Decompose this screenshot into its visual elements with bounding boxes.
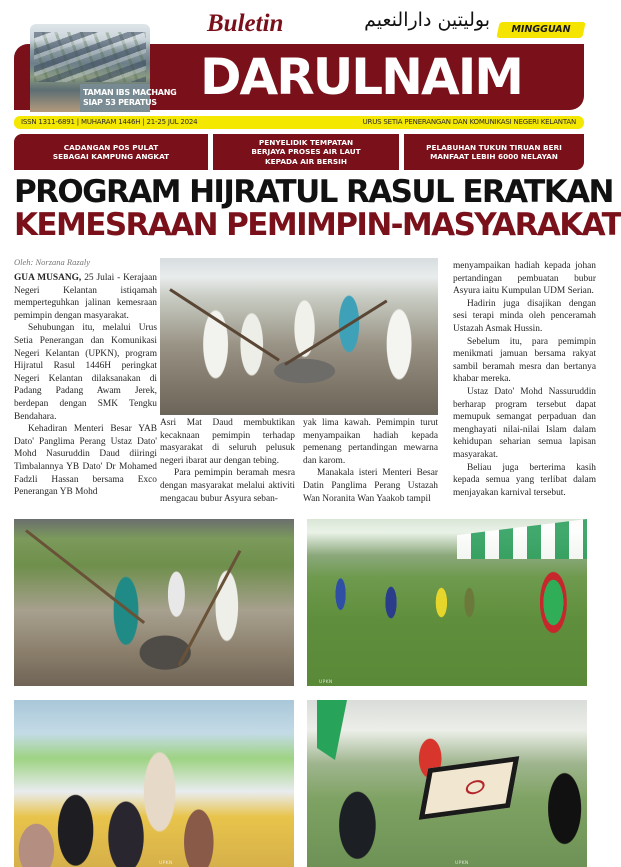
paragraph: Sehubungan itu, melalui Urus Setia Penerangan dan Komunikasi Negeri Kelantan (UPKN), program Hijratul Rasul 1446H peringkat Negeri Kelantan dilaksanakan di Padang Padang Awam Jerek, berdepan dengan SMK Tengku Bendahara. xyxy=(14,323,157,422)
article-column-1 xyxy=(14,272,157,499)
paragraph: Manakala isteri Menteri Besar Datin Panglima Perang Ustazah Wan Noranita Wan Yaakob tampil xyxy=(303,468,438,504)
teaser-line: CADANGAN POS PULAT xyxy=(63,142,159,152)
byline: Oleh: Norzana Razaly xyxy=(14,257,91,267)
masthead-arabic-title: بوليتين دارالنعيم xyxy=(364,9,490,31)
photo-leaders-stirring-bubur[interactable] xyxy=(160,258,438,415)
paragraph-text: 25 Julai - Kerajaan Negeri Kelantan istiqamah memperteguhkan jalinan kemesraan pemimpin dengan masyarakat. xyxy=(14,273,157,321)
frequency-badge xyxy=(496,22,585,38)
article-headline xyxy=(14,174,621,243)
photo-children-activity[interactable] xyxy=(307,519,587,686)
masthead-prefix: Buletin xyxy=(207,10,284,37)
cover-story-caption xyxy=(80,84,177,112)
paragraph: Hadirin juga disajikan dengan sesi terapi minda oleh penceramah Ustazah Asmak Hussin. xyxy=(453,298,596,334)
photo-carrom-competition[interactable] xyxy=(307,700,587,867)
paragraph: yak lima kawah. Pemimpin turut menyampaikan hadiah kepada pemenang pertandingan mewarna dan karom. xyxy=(303,418,438,466)
tent-canopy xyxy=(457,519,587,559)
paragraph: Sebelum itu, para pemimpin menikmati jamuan bersama rakyat sambil beramah mesra dan bertanya khabar mereka. xyxy=(453,336,596,385)
cover-caption-line2: SIAP 53 PERATUS xyxy=(83,98,157,107)
cover-caption-line1: TAMAN IBS MACHANG xyxy=(83,88,177,97)
tent-canopy xyxy=(317,700,347,760)
article-column-4 xyxy=(453,260,596,499)
paragraph: menyampaikan hadiah kepada johan pertandingan pembuatan bubur Asyura iaitu Kumpulan UDM Serian. xyxy=(453,261,596,297)
frequency-badge-label: MINGGUAN xyxy=(511,24,571,35)
photo-credit: UPKN xyxy=(159,861,173,866)
paragraph: Beliau juga berterima kasih kepada semua yang terlibat dalam menjayakan karnival tersebut. xyxy=(453,462,596,498)
teaser-line: BERJAYA PROSES AIR LAUT xyxy=(251,147,361,157)
teaser-tukun-tiruan[interactable] xyxy=(404,134,584,170)
stirring-paddle xyxy=(169,288,280,361)
photo-ustazah-speaking[interactable] xyxy=(14,700,294,867)
stirring-paddle xyxy=(284,300,387,366)
headline-line2: KEMESRAAN PEMIMPIN-MASYARAKAT xyxy=(14,207,621,243)
cover-photo-image xyxy=(34,32,146,82)
photo-cooking-bubur-asyura[interactable] xyxy=(14,519,294,686)
dateline: GUA MUSANG, xyxy=(14,273,82,283)
info-strip xyxy=(14,116,584,129)
teaser-pos-pulat[interactable] xyxy=(14,134,208,170)
teaser-line: SEBAGAI KAMPUNG ANGKAT xyxy=(52,152,170,161)
paragraph xyxy=(14,272,157,322)
teaser-line: MANFAAT LEBIH 6000 NELAYAN xyxy=(430,152,558,161)
cover-story-photo[interactable] xyxy=(30,24,177,112)
carrom-board xyxy=(419,756,520,820)
teaser-line: PENYELIDIK TEMPATAN xyxy=(258,137,354,147)
headline-line1: PROGRAM HIJRATUL RASUL ERATKAN xyxy=(14,174,613,210)
paragraph: Para pemimpin beramah mesra dengan masyarakat melalui aktiviti mengacau bubur Asyura seban- xyxy=(160,468,295,504)
issue-info: ISSN 1311-6891 | MUHARAM 1446H | 21-25 JUL 2024 xyxy=(21,118,198,126)
teaser-air-laut[interactable] xyxy=(213,134,399,170)
stirring-paddle xyxy=(25,529,145,624)
article-column-2 xyxy=(160,417,295,505)
paragraph: Asri Mat Daud membuktikan kecaknaan pemimpin terhadap masyarakat di seluruh pelusuk negeri ibarat aur dengan tebing. xyxy=(160,418,295,466)
stirring-paddle xyxy=(178,550,242,666)
teaser-bar xyxy=(14,134,584,170)
photo-credit: UPKN xyxy=(455,861,469,866)
article-column-3 xyxy=(303,417,438,505)
paragraph: Kehadiran Menteri Besar YAB Dato' Panglima Perang Ustaz Dato' Mohd Nasuruddin Daud diiringi Timbalannya YB Dato' Dr Mohamed Fadzli Hassan bersama Exco Penerangan YB Mohd xyxy=(14,424,157,498)
masthead-title: DARULNAIM xyxy=(200,48,523,106)
photo-credit: UPKN xyxy=(319,680,333,685)
teaser-line: KEPADA AIR BERSIH xyxy=(265,156,347,166)
paragraph: Ustaz Dato' Mohd Nassuruddin berharap program tersebut dapat memupuk semangat perpaduan dan menghayati nilai-nilai Islam dalam kehidupan seharian semua lapisan masyarakat. xyxy=(453,386,596,460)
teaser-line: PELABUHAN TUKUN TIRUAN BERI xyxy=(426,142,562,152)
publisher-info: URUS SETIA PENERANGAN DAN KOMUNIKASI NEGERI KELANTAN xyxy=(362,118,576,126)
